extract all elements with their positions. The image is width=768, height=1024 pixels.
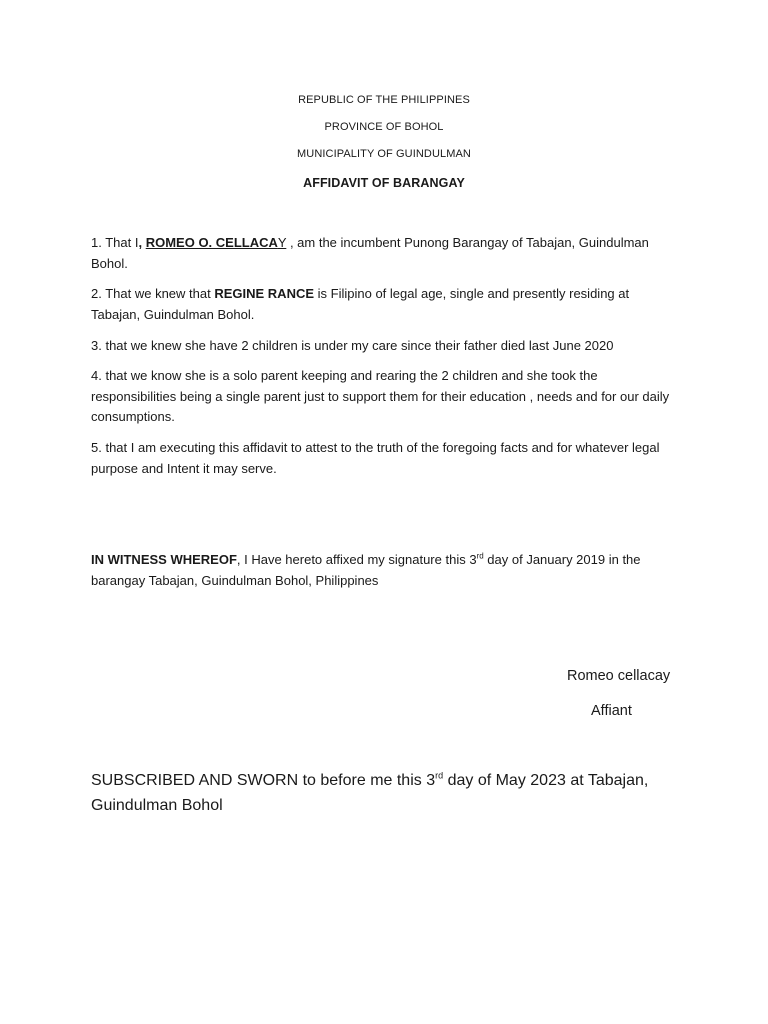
p2-suffix: is Filipino of legal age, single and presently residing at Tabajan, Guindulman Bohol.: [91, 286, 630, 322]
affiant-name-tail: Y: [277, 235, 287, 250]
paragraph-2: [91, 284, 676, 325]
paragraph-4: 4. that we know she is a solo parent keeping and rearing the 2 children and she took the responsibilities being a single parent just to support them for their education , needs and for our daily consumptions.: [91, 368, 670, 424]
witness-text-2: day of January 2019 in the barangay Tabajan, Guindulman Bohol, Philippines: [91, 552, 641, 588]
signature-name: Romeo cellacay: [567, 668, 671, 684]
p1-comma: ,: [138, 235, 143, 250]
header-municipality: MUNICIPALITY OF GUINDULMAN: [297, 148, 471, 160]
witness-clause: [91, 550, 676, 591]
header-republic: REPUBLIC OF THE PHILIPPINES: [298, 94, 470, 106]
p1-prefix: 1. That I: [91, 235, 139, 250]
witness-sup: rd: [476, 551, 484, 561]
witness-bold: IN WITNESS WHEREOF: [91, 552, 237, 567]
sworn-text-2: day of May 2023 at Tabajan, Guindulman Bohol: [91, 772, 649, 814]
signature-role: Affiant: [591, 703, 632, 719]
paragraph-5: 5. that I am executing this affidavit to attest to the truth of the foregoing facts and for whatever legal purpose and Intent it may serve.: [91, 440, 660, 476]
affiant-name-bold: ROMEO O. CELLACA: [145, 235, 278, 250]
sworn-statement: [91, 768, 691, 818]
p2-prefix: 2. That we knew that: [91, 286, 215, 301]
witness-text-1: , I Have hereto affixed my signature this 3: [236, 552, 477, 567]
sworn-sup: rd: [435, 770, 444, 781]
paragraph-3: 3. that we knew she have 2 children is under my care since their father died last June 2020: [91, 338, 614, 353]
header-province: PROVINCE OF BOHOL: [324, 121, 444, 133]
document-title: AFFIDAVIT OF BARANGAY: [303, 176, 465, 190]
paragraph-1: [91, 233, 676, 274]
p1-suffix: , am the incumbent Punong Barangay of Tabajan, Guindulman Bohol.: [91, 235, 649, 271]
sworn-text-1: SUBSCRIBED AND SWORN to before me this 3: [91, 772, 436, 789]
subject-name: REGINE RANCE: [214, 286, 315, 301]
